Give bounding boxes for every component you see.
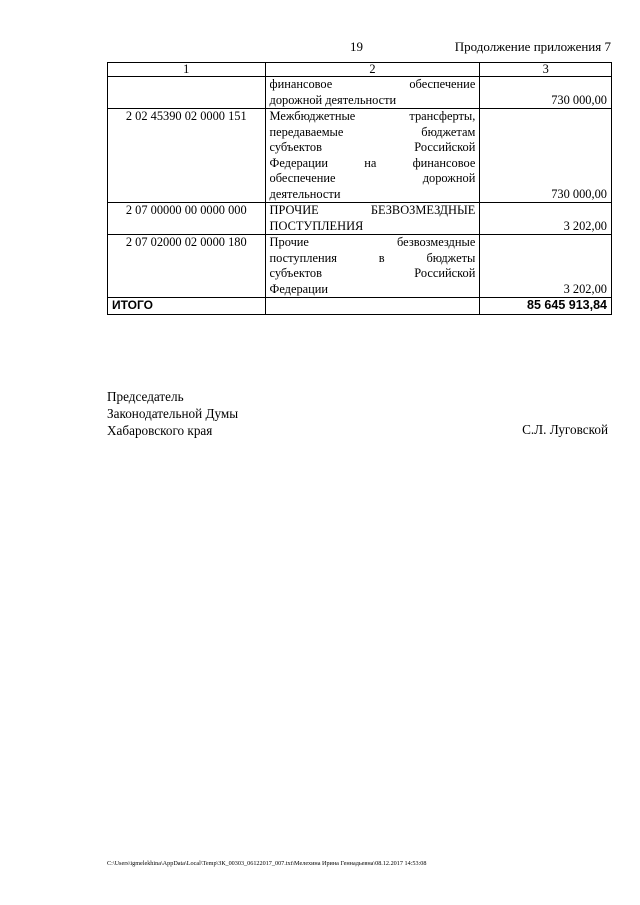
signature-title-line: Председатель xyxy=(107,389,184,404)
row-name-line: дорожной деятельности xyxy=(269,92,397,107)
continuation-label: Продолжение приложения 7 xyxy=(454,39,611,54)
row-amount: 730 000,00 xyxy=(480,109,612,203)
total-amount: 85 645 913,84 xyxy=(480,298,612,315)
column-number: 3 xyxy=(480,63,612,77)
signature-block xyxy=(107,388,238,439)
row-name-line: субъектов Российской xyxy=(269,140,476,154)
row-name-line: деятельности xyxy=(269,186,341,201)
row-amount: 3 202,00 xyxy=(480,235,612,298)
row-name-line: поступления в бюджеты xyxy=(269,250,476,265)
row-name-line: ПОСТУПЛЕНИЯ xyxy=(269,218,364,233)
signature-title-line: Законодательной Думы xyxy=(107,406,239,421)
row-name-line: передаваемые бюджетам xyxy=(269,124,476,139)
row-name-line: субъектов Российской xyxy=(269,266,476,280)
total-row xyxy=(108,298,612,315)
signature-title-line: Хабаровского края xyxy=(107,423,213,438)
table-row xyxy=(108,203,612,235)
row-name-line: Федерации xyxy=(269,281,329,296)
signer-name: С.Л. Луговской xyxy=(522,422,608,437)
row-amount: 730 000,00 xyxy=(480,77,612,109)
column-number-row xyxy=(108,63,612,77)
page-number: 19 xyxy=(350,39,363,54)
table-row xyxy=(108,109,612,203)
table-row xyxy=(108,235,612,298)
row-name-line: Федерации на финансовое xyxy=(269,155,476,170)
total-empty-cell xyxy=(265,298,480,315)
row-code: 2 02 45390 02 0000 151 xyxy=(108,109,266,203)
column-number: 2 xyxy=(265,63,480,77)
row-code: 2 07 00000 00 0000 000 xyxy=(108,203,266,235)
row-amount: 3 202,00 xyxy=(480,203,612,235)
row-name xyxy=(265,203,480,235)
row-name xyxy=(265,109,480,203)
row-name-line: Межбюджетные трансферты, xyxy=(269,109,476,123)
row-name xyxy=(265,77,480,109)
row-name xyxy=(265,235,480,298)
row-name-line: обеспечение дорожной xyxy=(269,171,476,185)
row-code: 2 07 02000 02 0000 180 xyxy=(108,235,266,298)
row-name-line: ПРОЧИЕ БЕЗВОЗМЕЗДНЫЕ xyxy=(269,203,476,217)
footer-file-path: C:\Users\igmelekhina\AppData\Local\Temp\ЗК_00303_06122017_007.txt\Мелехина Ирина Геннадьевна\08.12.2017 14:53:08 xyxy=(107,860,427,867)
row-name-line: Прочие безвозмездные xyxy=(269,235,476,249)
row-code xyxy=(108,77,266,109)
budget-table xyxy=(107,62,612,315)
column-number: 1 xyxy=(108,63,266,77)
row-name-line: финансовое обеспечение xyxy=(269,77,476,91)
table-row xyxy=(108,77,612,109)
total-label: ИТОГО xyxy=(108,298,266,315)
